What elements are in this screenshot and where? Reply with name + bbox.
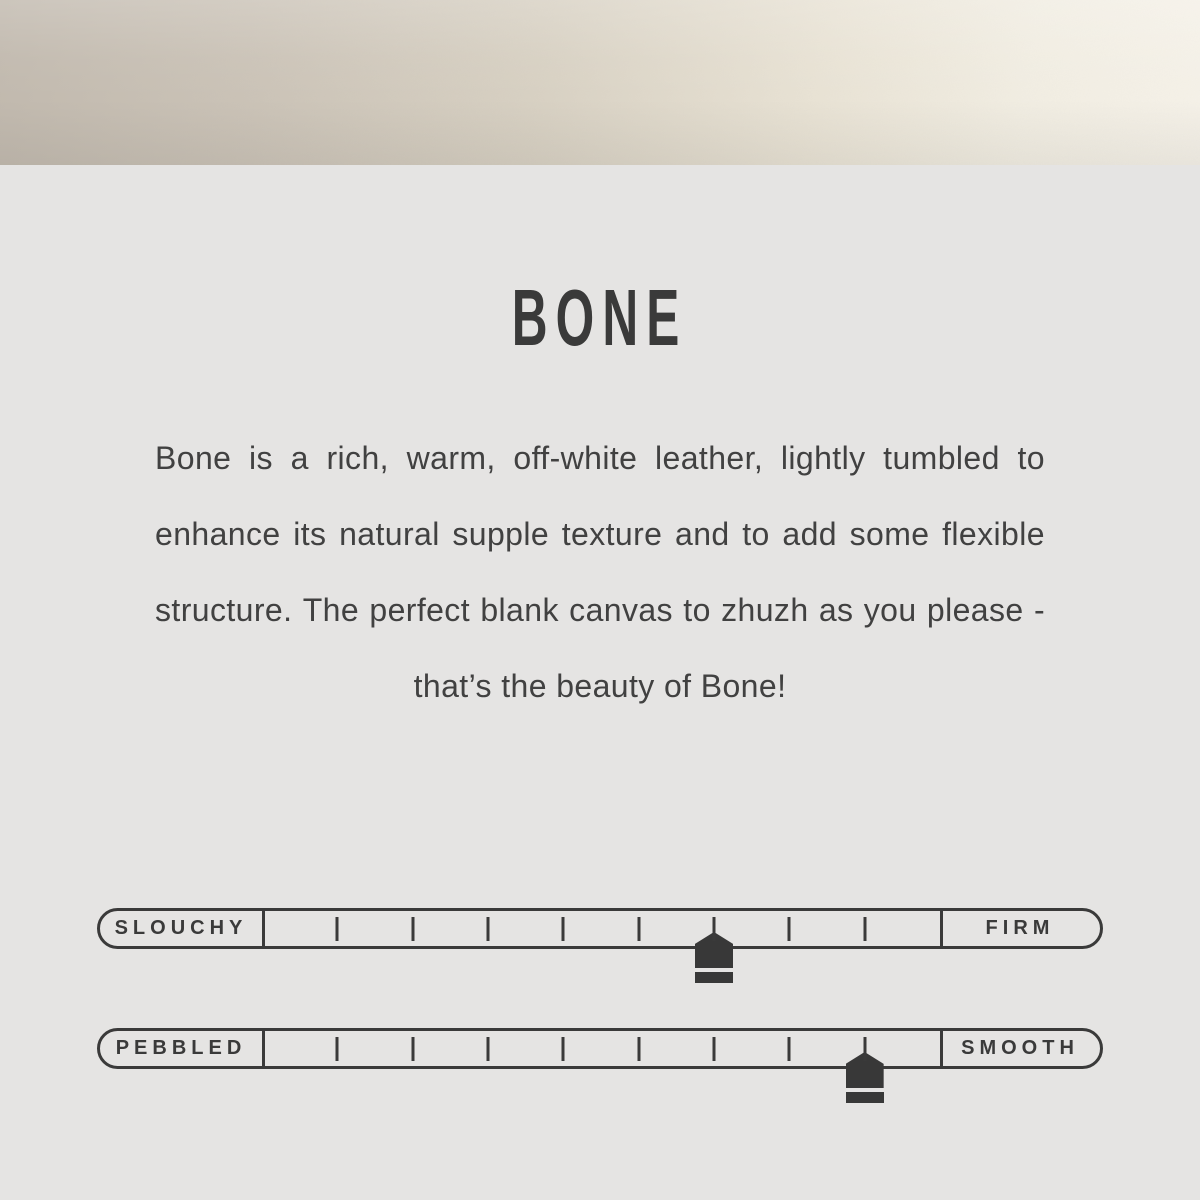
tick-mark xyxy=(411,1037,414,1061)
word: is xyxy=(249,440,273,476)
word: to xyxy=(1017,440,1045,476)
marker-bar xyxy=(846,1092,884,1103)
marker-bar xyxy=(695,972,733,983)
structure-scale xyxy=(97,908,1103,949)
word: warm, xyxy=(406,440,496,476)
word: lightly xyxy=(780,440,866,476)
word: leather, xyxy=(655,440,764,476)
tick-mark xyxy=(562,917,565,941)
word: rich, xyxy=(326,440,389,476)
title-area xyxy=(0,273,1200,362)
tick-mark xyxy=(336,917,339,941)
word: zhuzh xyxy=(721,592,809,628)
description-line: that’s the beauty of Bone! xyxy=(413,668,787,704)
scale-left-label: SLOUCHY xyxy=(114,917,248,939)
word: to xyxy=(683,592,711,628)
word: off-white xyxy=(513,440,638,476)
tick-mark xyxy=(713,917,716,941)
word: natural xyxy=(339,516,440,552)
word: you xyxy=(863,592,917,628)
description-line xyxy=(155,496,1045,572)
tick-mark xyxy=(863,917,866,941)
tick-mark xyxy=(788,1037,791,1061)
tick-mark xyxy=(637,1037,640,1061)
description-line xyxy=(155,420,1045,496)
word: as xyxy=(818,592,854,628)
word: please xyxy=(926,592,1024,628)
word: add xyxy=(782,516,837,552)
word: tumbled xyxy=(883,440,1000,476)
word: texture xyxy=(561,516,663,552)
scale-right-label: SMOOTH xyxy=(961,1037,1079,1059)
color-description xyxy=(155,420,1045,724)
scale-right-label: FIRM xyxy=(985,917,1055,939)
word: some xyxy=(849,516,930,552)
tick-mark xyxy=(411,917,414,941)
word: enhance xyxy=(155,516,281,552)
tick-mark xyxy=(713,1037,716,1061)
scale-track xyxy=(262,911,940,946)
leather-grain-texture xyxy=(0,0,1200,165)
word: - xyxy=(1033,592,1045,628)
word: its xyxy=(293,516,327,552)
tick-mark xyxy=(487,1037,490,1061)
word: structure. xyxy=(155,592,293,628)
tick-mark xyxy=(487,917,490,941)
word: flexible xyxy=(942,516,1045,552)
tick-mark xyxy=(336,1037,339,1061)
page-title: BONE xyxy=(512,273,688,362)
texture-scale xyxy=(97,1028,1103,1069)
scale-left-label: PEBBLED xyxy=(115,1037,247,1059)
tick-mark xyxy=(863,1037,866,1061)
tick-mark xyxy=(788,917,791,941)
description-line xyxy=(155,572,1045,648)
word: The xyxy=(302,592,360,628)
word: and xyxy=(675,516,730,552)
word: blank xyxy=(480,592,559,628)
leather-swatch-photo xyxy=(0,0,1200,165)
scale-track xyxy=(262,1031,940,1066)
tick-mark xyxy=(562,1037,565,1061)
word: canvas xyxy=(569,592,673,628)
word: to xyxy=(742,516,770,552)
word: perfect xyxy=(369,592,471,628)
word: supple xyxy=(452,516,550,552)
tick-mark xyxy=(637,917,640,941)
word: Bone xyxy=(155,440,232,476)
word: a xyxy=(290,440,309,476)
